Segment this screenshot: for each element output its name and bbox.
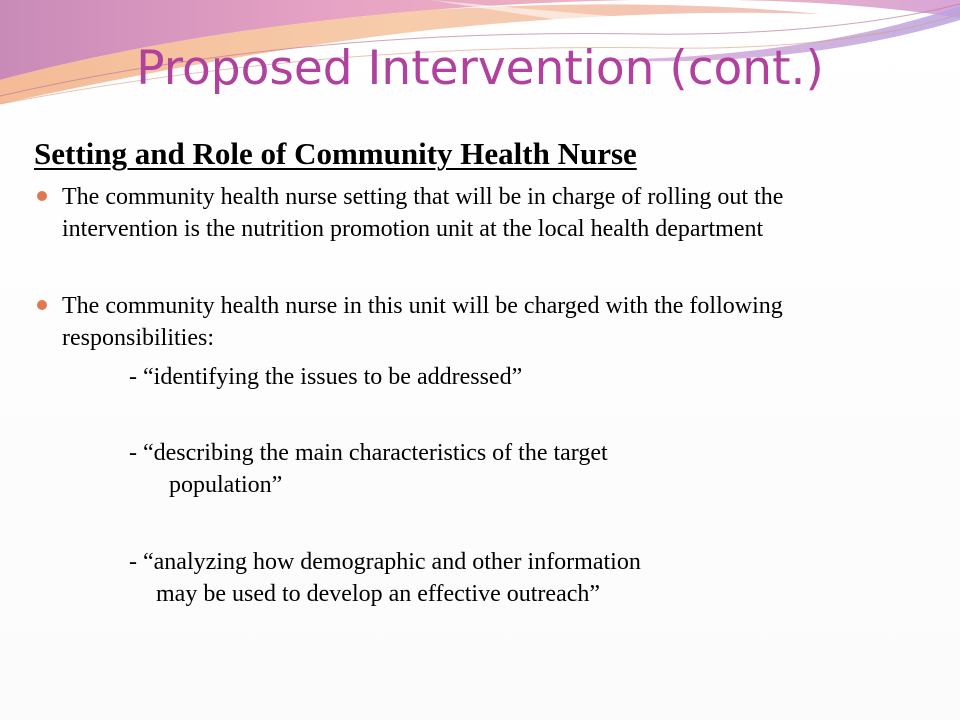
responsibility-item-identifying xyxy=(129,361,522,393)
responsibility-item-describing xyxy=(129,437,608,501)
bullet-dot-icon xyxy=(37,191,47,201)
section-heading: Setting and Role of Community Health Nurse xyxy=(34,136,637,171)
responsibility-item-analyzing xyxy=(129,546,641,610)
bullet-item-setting xyxy=(62,181,942,245)
bullet-text-line: The community health nurse in this unit will be charged with the following xyxy=(62,293,783,319)
responsibility-text-line: may be used to develop an effective outreach” xyxy=(156,581,601,607)
bullet-item-responsibilities xyxy=(62,290,942,354)
responsibility-text-line: - “identifying the issues to be addressed” xyxy=(129,364,523,390)
bullet-text-line: intervention is the nutrition promotion unit at the local health department xyxy=(62,216,764,242)
bullet-text-line: responsibilities: xyxy=(62,325,214,351)
responsibility-text-line: population” xyxy=(169,472,283,498)
responsibility-text-line: - “describing the main characteristics of the target xyxy=(129,440,608,466)
bullet-dot-icon xyxy=(37,300,47,310)
responsibility-text-line: - “analyzing how demographic and other information xyxy=(129,549,641,575)
bullet-text-line: The community health nurse setting that will be in charge of rolling out the xyxy=(62,184,784,210)
slide-title: Proposed Intervention (cont.) xyxy=(136,41,824,96)
